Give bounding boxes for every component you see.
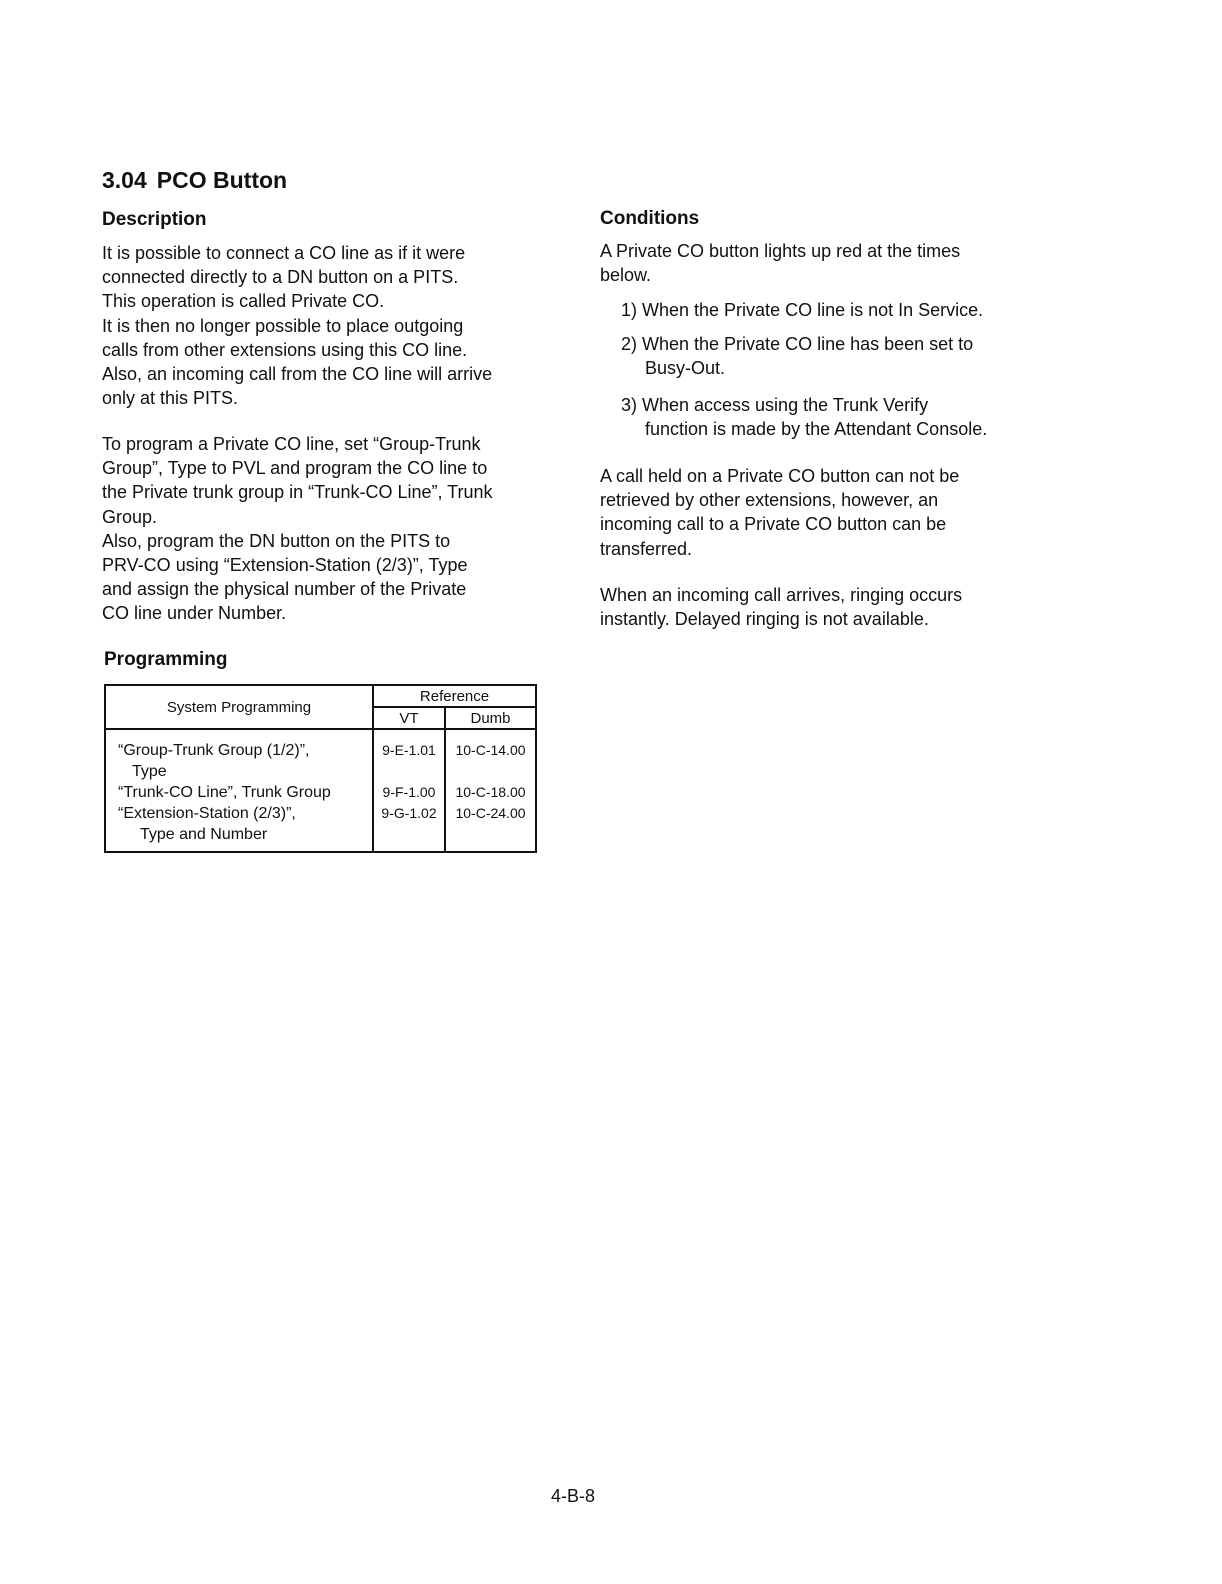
header-system-programming: System Programming: [105, 685, 373, 729]
header-dumb: Dumb: [445, 707, 536, 729]
dumb-reference-cell: 10-C-14.00 10-C-18.00 10-C-24.00: [445, 729, 536, 852]
description-paragraph-2: To program a Private CO line, set “Group-Trunk Group”, Type to PVL and program the CO line to the Private trunk group in “Trunk-CO Line”, Trunk Group. Also, program the DN button on the PITS to PRV-CO using “Extension-Station (2/3)”, Type and assign the physical number of the Private CO line under Number.: [102, 434, 493, 624]
section-title-text: PCO Button: [156, 167, 288, 193]
list-item: 3) When access using the Trunk Verify function is made by the Attendant Console.: [621, 395, 988, 440]
header-vt: VT: [373, 707, 445, 729]
header-reference: Reference: [373, 685, 536, 707]
conditions-list: [621, 298, 987, 441]
conditions-intro: A Private CO button lights up red at the times below.: [600, 241, 961, 286]
list-item: 1) When the Private CO line is not In Service.: [621, 300, 984, 320]
system-programming-cell: “Group-Trunk Group (1/2)”, Type “Trunk-CO Line”, Trunk Group “Extension-Station (2/3)”, Type and Number: [105, 729, 373, 852]
list-item: 2) When the Private CO line has been set to Busy-Out.: [621, 334, 974, 379]
conditions-paragraph-3: When an incoming call arrives, ringing occurs instantly. Delayed ringing is not available.: [600, 585, 963, 630]
vt-reference-cell: 9-E-1.01 9-F-1.00 9-G-1.02: [373, 729, 445, 852]
table-row: [105, 729, 536, 852]
programming-table: [104, 684, 537, 853]
page-number: 4-B-8: [551, 1486, 596, 1506]
section-number: 3.04: [102, 167, 147, 193]
description-heading: Description: [102, 209, 207, 230]
description-paragraph-1: It is possible to connect a CO line as if it were connected directly to a DN button on a PITS. This operation is called Private CO. It is then no longer possible to place outgoing calls from other extensions using this CO line. Also, an incoming call from the CO line will arrive only at this PITS.: [102, 243, 493, 409]
conditions-paragraph-2: A call held on a Private CO button can not be retrieved by other extensions, however, an incoming call to a Private CO button can be transferred.: [600, 466, 960, 559]
conditions-heading: Conditions: [600, 208, 700, 229]
programming-heading: Programming: [104, 649, 228, 670]
section-title: [102, 167, 287, 194]
